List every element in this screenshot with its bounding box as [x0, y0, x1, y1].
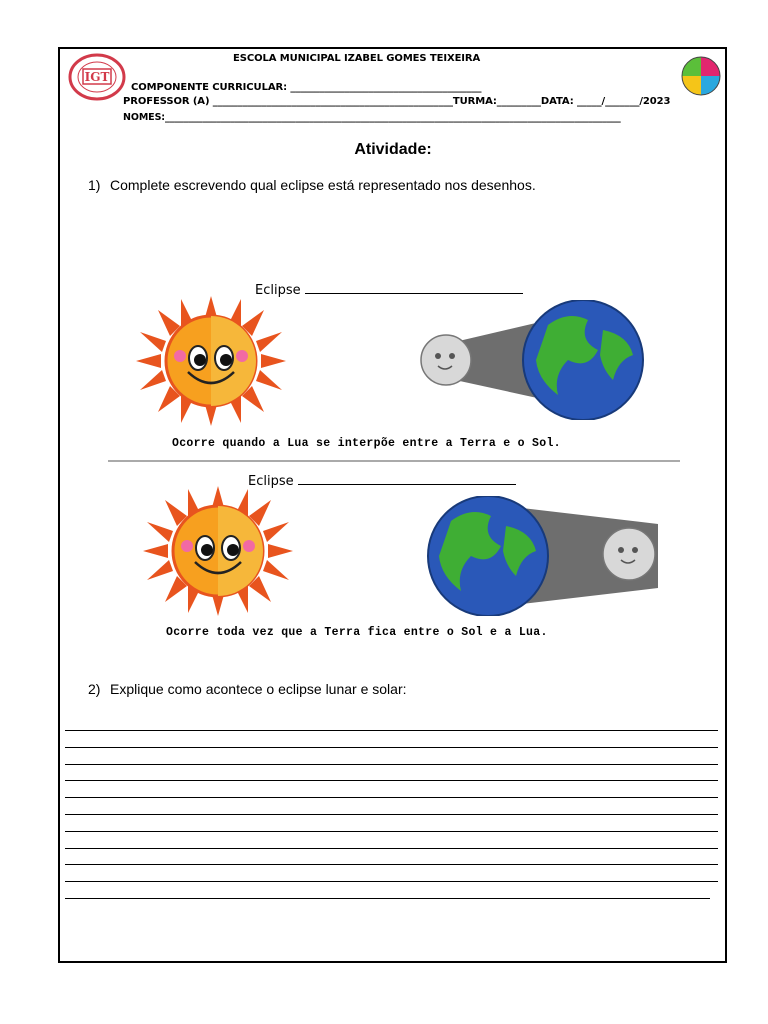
sun-icon — [136, 296, 286, 426]
colorful-logo-icon — [681, 56, 721, 96]
school-name: ESCOLA MUNICIPAL IZABEL GOMES TEIXEIRA — [233, 53, 481, 64]
componente-curricular-field[interactable]: COMPONENTE CURRICULAR: _______________________________________ — [131, 82, 482, 93]
answer-line[interactable] — [65, 881, 718, 882]
question-number: 2) — [88, 681, 101, 697]
answer-line[interactable] — [65, 730, 718, 731]
question-number: 1) — [88, 177, 101, 193]
eclipse-answer-blank-2[interactable] — [298, 484, 516, 485]
school-logo — [67, 52, 127, 102]
professor-turma-data-fields[interactable]: PROFESSOR (A) _________________________________________________TURMA:_________DATA: _____/_______/2023 — [123, 96, 671, 107]
illustration-caption-2: Ocorre toda vez que a Terra fica entre o Sol e a Lua. — [166, 626, 548, 639]
moon-earth-diagram-1 — [418, 300, 648, 420]
question-text: Complete escrevendo qual eclipse está representado nos desenhos. — [110, 177, 536, 193]
answer-line[interactable] — [65, 764, 718, 765]
eclipse-label-2: Eclipse — [248, 474, 516, 489]
sun-icon — [143, 486, 293, 616]
answer-line[interactable] — [65, 780, 718, 781]
eclipse-answer-blank-1[interactable] — [305, 293, 523, 294]
question-2 — [88, 681, 407, 697]
answer-line[interactable] — [65, 831, 718, 832]
answer-line[interactable] — [65, 747, 718, 748]
earth-moon-diagram-2 — [426, 496, 666, 616]
nomes-field[interactable]: NOMES:__________________________________________________________________________________________________ — [123, 112, 621, 123]
moon-icon — [603, 528, 655, 580]
answer-line[interactable] — [65, 864, 718, 865]
answer-line[interactable] — [65, 797, 718, 798]
eclipse-label-1: Eclipse — [255, 283, 523, 298]
logo-text: IGT — [84, 70, 110, 84]
section-divider — [108, 460, 680, 462]
answer-line[interactable] — [65, 898, 710, 899]
moon-icon — [421, 335, 471, 385]
answer-line[interactable] — [65, 814, 718, 815]
answer-line[interactable] — [65, 848, 718, 849]
page-title: Atividade: — [354, 141, 432, 158]
question-1 — [88, 177, 536, 193]
question-text: Explique como acontece o eclipse lunar e solar: — [110, 681, 407, 697]
illustration-caption-1: Ocorre quando a Lua se interpõe entre a Terra e o Sol. — [172, 437, 561, 450]
